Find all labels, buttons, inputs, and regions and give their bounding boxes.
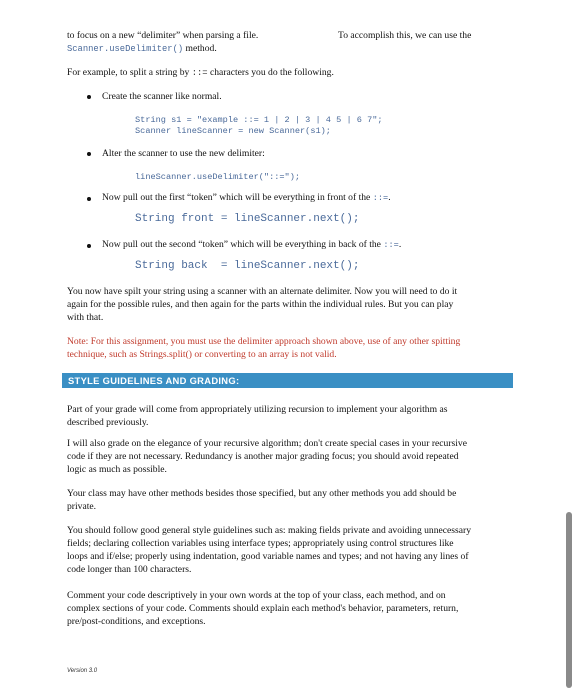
paragraph-line: pre/post-conditions, and exceptions.: [67, 616, 206, 627]
bullet-dot: [87, 152, 91, 156]
intro-text: method.: [185, 43, 217, 54]
example-intro: [67, 66, 334, 80]
paragraph-line: with that.: [67, 312, 104, 323]
scrollbar-thumb[interactable]: [566, 512, 572, 688]
code-line: String back = lineScanner.next();: [135, 260, 360, 272]
paragraph-line: fields; declaring collection variables using interface types; appropriately using control structures like: [67, 538, 454, 549]
paragraph-line: You now have spilt your string using a scanner with an alternate delimiter. Now you will need to do it: [67, 286, 458, 297]
paragraph-line: Part of your grade will come from appropriately utilizing recursion to implement your algorithm as: [67, 404, 448, 415]
bullet-text: Now pull out the second “token” which will be everything in back of the: [102, 239, 381, 250]
paragraph-line: Comment your code descriptively in your own words at the top of your class, each method, and on: [67, 590, 446, 601]
inline-code: ::=: [372, 193, 389, 203]
paragraph-line: logic as much as possible.: [67, 464, 167, 475]
paragraph-line: Your class may have other methods besides those specified, but any other methods you add should be: [67, 488, 457, 499]
bullet-text: .: [398, 239, 402, 250]
paragraph-line: private.: [67, 501, 97, 512]
inline-code: ::=: [191, 68, 208, 78]
code-line: lineScanner.useDelimiter("::=");: [135, 172, 301, 182]
paragraph-line: complex sections of your code. Comments should explain each method's behavior, parameters, return,: [67, 603, 459, 614]
note-line: technique, such as Strings.split() or converting to an array is not valid.: [67, 349, 337, 360]
bullet-dot: [87, 244, 91, 248]
paragraph-line: described previously.: [67, 417, 149, 428]
code-line: String s1 = "example ::= 1 | 2 | 3 | 4 5 | 6 7";: [135, 115, 383, 125]
inline-code: ::=: [383, 240, 399, 250]
bullet-2-text: Alter the scanner to use the new delimiter:: [102, 148, 265, 159]
example-text: characters you do the following.: [209, 67, 334, 78]
intro-line-2: [67, 42, 217, 56]
bullet-1-text: Create the scanner like normal.: [102, 91, 222, 102]
inline-code: Scanner.useDelimiter(): [67, 44, 184, 54]
paragraph-line: I will also grade on the elegance of your recursive algorithm; don't create special cases in your recursive: [67, 438, 467, 449]
bullet-dot: [87, 197, 91, 201]
bullet-dot: [87, 95, 91, 99]
code-line: Scanner lineScanner = new Scanner(s1);: [135, 126, 331, 136]
code-line: String front = lineScanner.next();: [135, 213, 360, 225]
example-text: For example, to split a string by: [67, 67, 190, 78]
paragraph-line: code longer than 100 characters.: [67, 564, 192, 575]
section-heading: STYLE GUIDELINES AND GRADING:: [68, 375, 240, 386]
paragraph-line: again for the possible rules, and then again for the parts within the individual rules. But you can play: [67, 299, 454, 310]
version-footer: Version 3.0: [67, 668, 98, 674]
bullet-3-text: [102, 191, 391, 205]
intro-line-1-right: To accomplish this, we can use the: [338, 30, 472, 41]
paragraph-line: You should follow good general style guidelines such as: making fields private and avoiding unnecessary: [67, 525, 472, 536]
paragraph-line: loops and if/else; properly using indentation, good variable names and types; and not having any lines of: [67, 551, 469, 562]
note-line: Note: For this assignment, you must use the delimiter approach shown above, use of any other spitting: [67, 336, 461, 347]
bullet-text: .: [388, 192, 391, 203]
intro-text: to focus on a new “delimiter” when parsing a file.: [67, 30, 259, 41]
bullet-text: Now pull out the first “token” which will be everything in front of the: [102, 192, 371, 203]
paragraph-line: code if they are not necessary. Redundancy is another major grading focus; you should avoid repeated: [67, 451, 459, 462]
bullet-4-text: [102, 238, 401, 252]
intro-line-1: [67, 29, 258, 42]
